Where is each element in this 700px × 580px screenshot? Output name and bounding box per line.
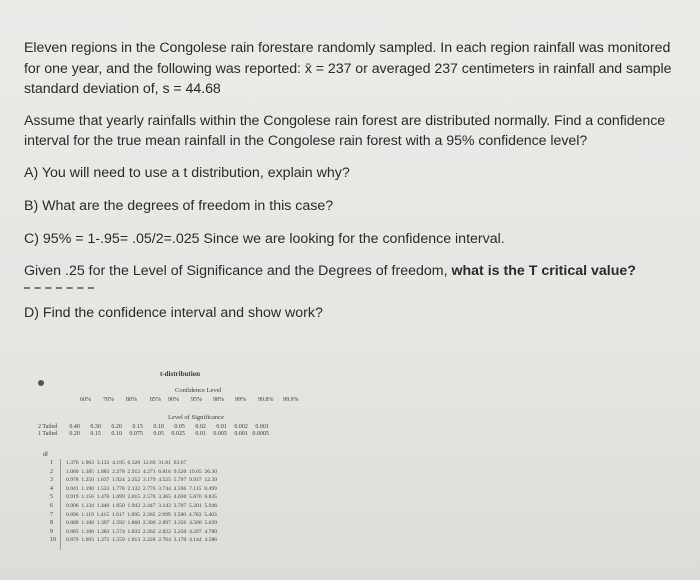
- question-given: [24, 261, 678, 281]
- t-value-row: 0.906 1.134 1.440 1.650 1.943 2.447 3.143 3.707 5.201 5.946: [66, 503, 218, 509]
- significance-cell: 0.001: [255, 424, 269, 430]
- df-cell: 6: [50, 503, 53, 509]
- df-header: df: [43, 452, 48, 458]
- significance-cell: 0.02: [195, 424, 206, 430]
- problem-statement: [24, 38, 678, 152]
- df-divider: [60, 459, 61, 550]
- t-value-row: 0.978 1.250 1.637 1.924 2.352 3.179 4.525 5.797 9.937 12.39: [66, 477, 218, 484]
- df-cell: 7: [50, 511, 53, 518]
- question-b: B) What are the degrees of freedom in this case?: [24, 197, 334, 214]
- two-tailed-row: [38, 424, 269, 430]
- t-value-row: 1.060 1.385 1.883 2.278 2.912 4.271 6.816 9.520 19.65 26.30: [66, 468, 218, 475]
- one-tailed-label: 1 Tailed: [38, 431, 58, 437]
- df-cell: 3: [50, 477, 53, 484]
- significance-cell: 0.10: [111, 431, 122, 437]
- significance-label: Level of Significance: [168, 414, 224, 421]
- significance-cell: 0.01: [195, 431, 206, 437]
- t-value-row: 0.889 1.108 1.397 1.592 1.860 2.306 2.897 3.356 4.500 5.039: [66, 520, 218, 527]
- significance-cell: 0.15: [90, 431, 101, 437]
- t-value-row: 0.879 1.093 1.372 1.559 1.813 2.228 2.764 3.170 4.144 4.586: [66, 537, 218, 544]
- confidence-level-cell: 99.8%: [258, 397, 274, 403]
- df-cell: 1: [50, 460, 53, 466]
- t-value-row: 0.883 1.100 1.383 1.574 1.833 2.262 2.822 3.250 4.297 4.780: [66, 528, 218, 535]
- df-cell: 9: [50, 528, 53, 535]
- significance-cell: 0.30: [90, 424, 101, 430]
- one-tailed-row: [38, 431, 269, 437]
- answer-blank-line: [24, 287, 94, 289]
- significance-cell: 0.40: [69, 424, 80, 430]
- confidence-level-cell: 85%: [150, 397, 161, 403]
- t-value-row: 0.941 1.190 1.533 1.778 2.132 2.776 3.744 4.596 7.115 8.499: [66, 485, 217, 492]
- problem-paragraph-2: Assume that yearly rainfalls within the Congolese rain forest are distributed normally. Find a confidence interval for the true mean rainfall in the Congolese rain forest with a 95% confidence level?: [24, 112, 666, 149]
- table-title: t-distribution: [160, 370, 201, 378]
- df-cell: 5: [50, 494, 53, 501]
- confidence-level-cell: 99.9%: [283, 397, 299, 403]
- significance-cell: 0.075: [129, 431, 143, 437]
- significance-cell: 0.005: [213, 431, 227, 437]
- df-cell: 4: [50, 485, 53, 492]
- confidence-level-cell: 60%: [80, 397, 91, 403]
- significance-cell: 0.10: [153, 424, 164, 430]
- question-d: D) Find the confidence interval and show work?: [24, 304, 323, 321]
- question-given-strong: what is the T critical value?: [451, 262, 636, 279]
- confidence-level-cell: 80%: [126, 397, 137, 403]
- confidence-level-cell: 70%: [103, 397, 114, 403]
- confidence-level-cell: 95%: [191, 397, 202, 403]
- confidence-level-cell: 99%: [235, 397, 246, 403]
- confidence-level-cell: 90%: [168, 397, 179, 403]
- t-value-row: 0.919 1.156 1.476 1.699 2.015 2.570 3.365 4.030 5.876 6.835: [66, 494, 218, 501]
- question-c: C) 95% = 1-.95= .05/2=.025 Since we are looking for the confidence interval.: [24, 230, 505, 247]
- problem-paragraph-1: Eleven regions in the Congolese rain forestare randomly sampled. In each region rainfall was monitored for one year, and the following was reported: x̄ = 237 or averaged 237 centimeters in rainfall and sample standard deviation of, s = 44.68: [24, 40, 672, 97]
- significance-cell: 0.15: [132, 424, 143, 430]
- confidence-level-cell: 98%: [213, 397, 224, 403]
- significance-cell: 0.20: [69, 431, 80, 437]
- t-value-row: 1.376 1.963 3.133 4.195 6.320 12.69 31.81 63.67: [66, 460, 187, 466]
- df-cell: 8: [50, 520, 53, 527]
- significance-cell: 0.0005: [252, 431, 269, 437]
- confidence-level-label: Confidence Level: [175, 387, 222, 394]
- t-value-row: 0.896 1.119 1.415 1.617 1.895 2.365 2.999 3.500 4.783 5.403: [66, 511, 217, 518]
- significance-cell: 0.20: [111, 424, 122, 430]
- question-given-prefix: Given .25 for the Level of Significance and the Degrees of freedom,: [24, 262, 452, 279]
- df-cell: 2: [50, 468, 53, 475]
- bullet-dot: [38, 380, 44, 386]
- significance-cell: 0.001: [234, 431, 248, 437]
- significance-cell: 0.05: [174, 424, 185, 430]
- two-tailed-label: 2 Tailed: [38, 424, 58, 430]
- significance-cell: 0.01: [216, 424, 227, 430]
- significance-cell: 0.025: [171, 431, 185, 437]
- significance-cell: 0.05: [153, 431, 164, 437]
- question-a: A) You will need to use a t distribution, explain why?: [24, 164, 350, 181]
- significance-cell: 0.002: [234, 424, 248, 430]
- df-cell: 10: [50, 537, 56, 544]
- t-distribution-table: [0, 360, 700, 580]
